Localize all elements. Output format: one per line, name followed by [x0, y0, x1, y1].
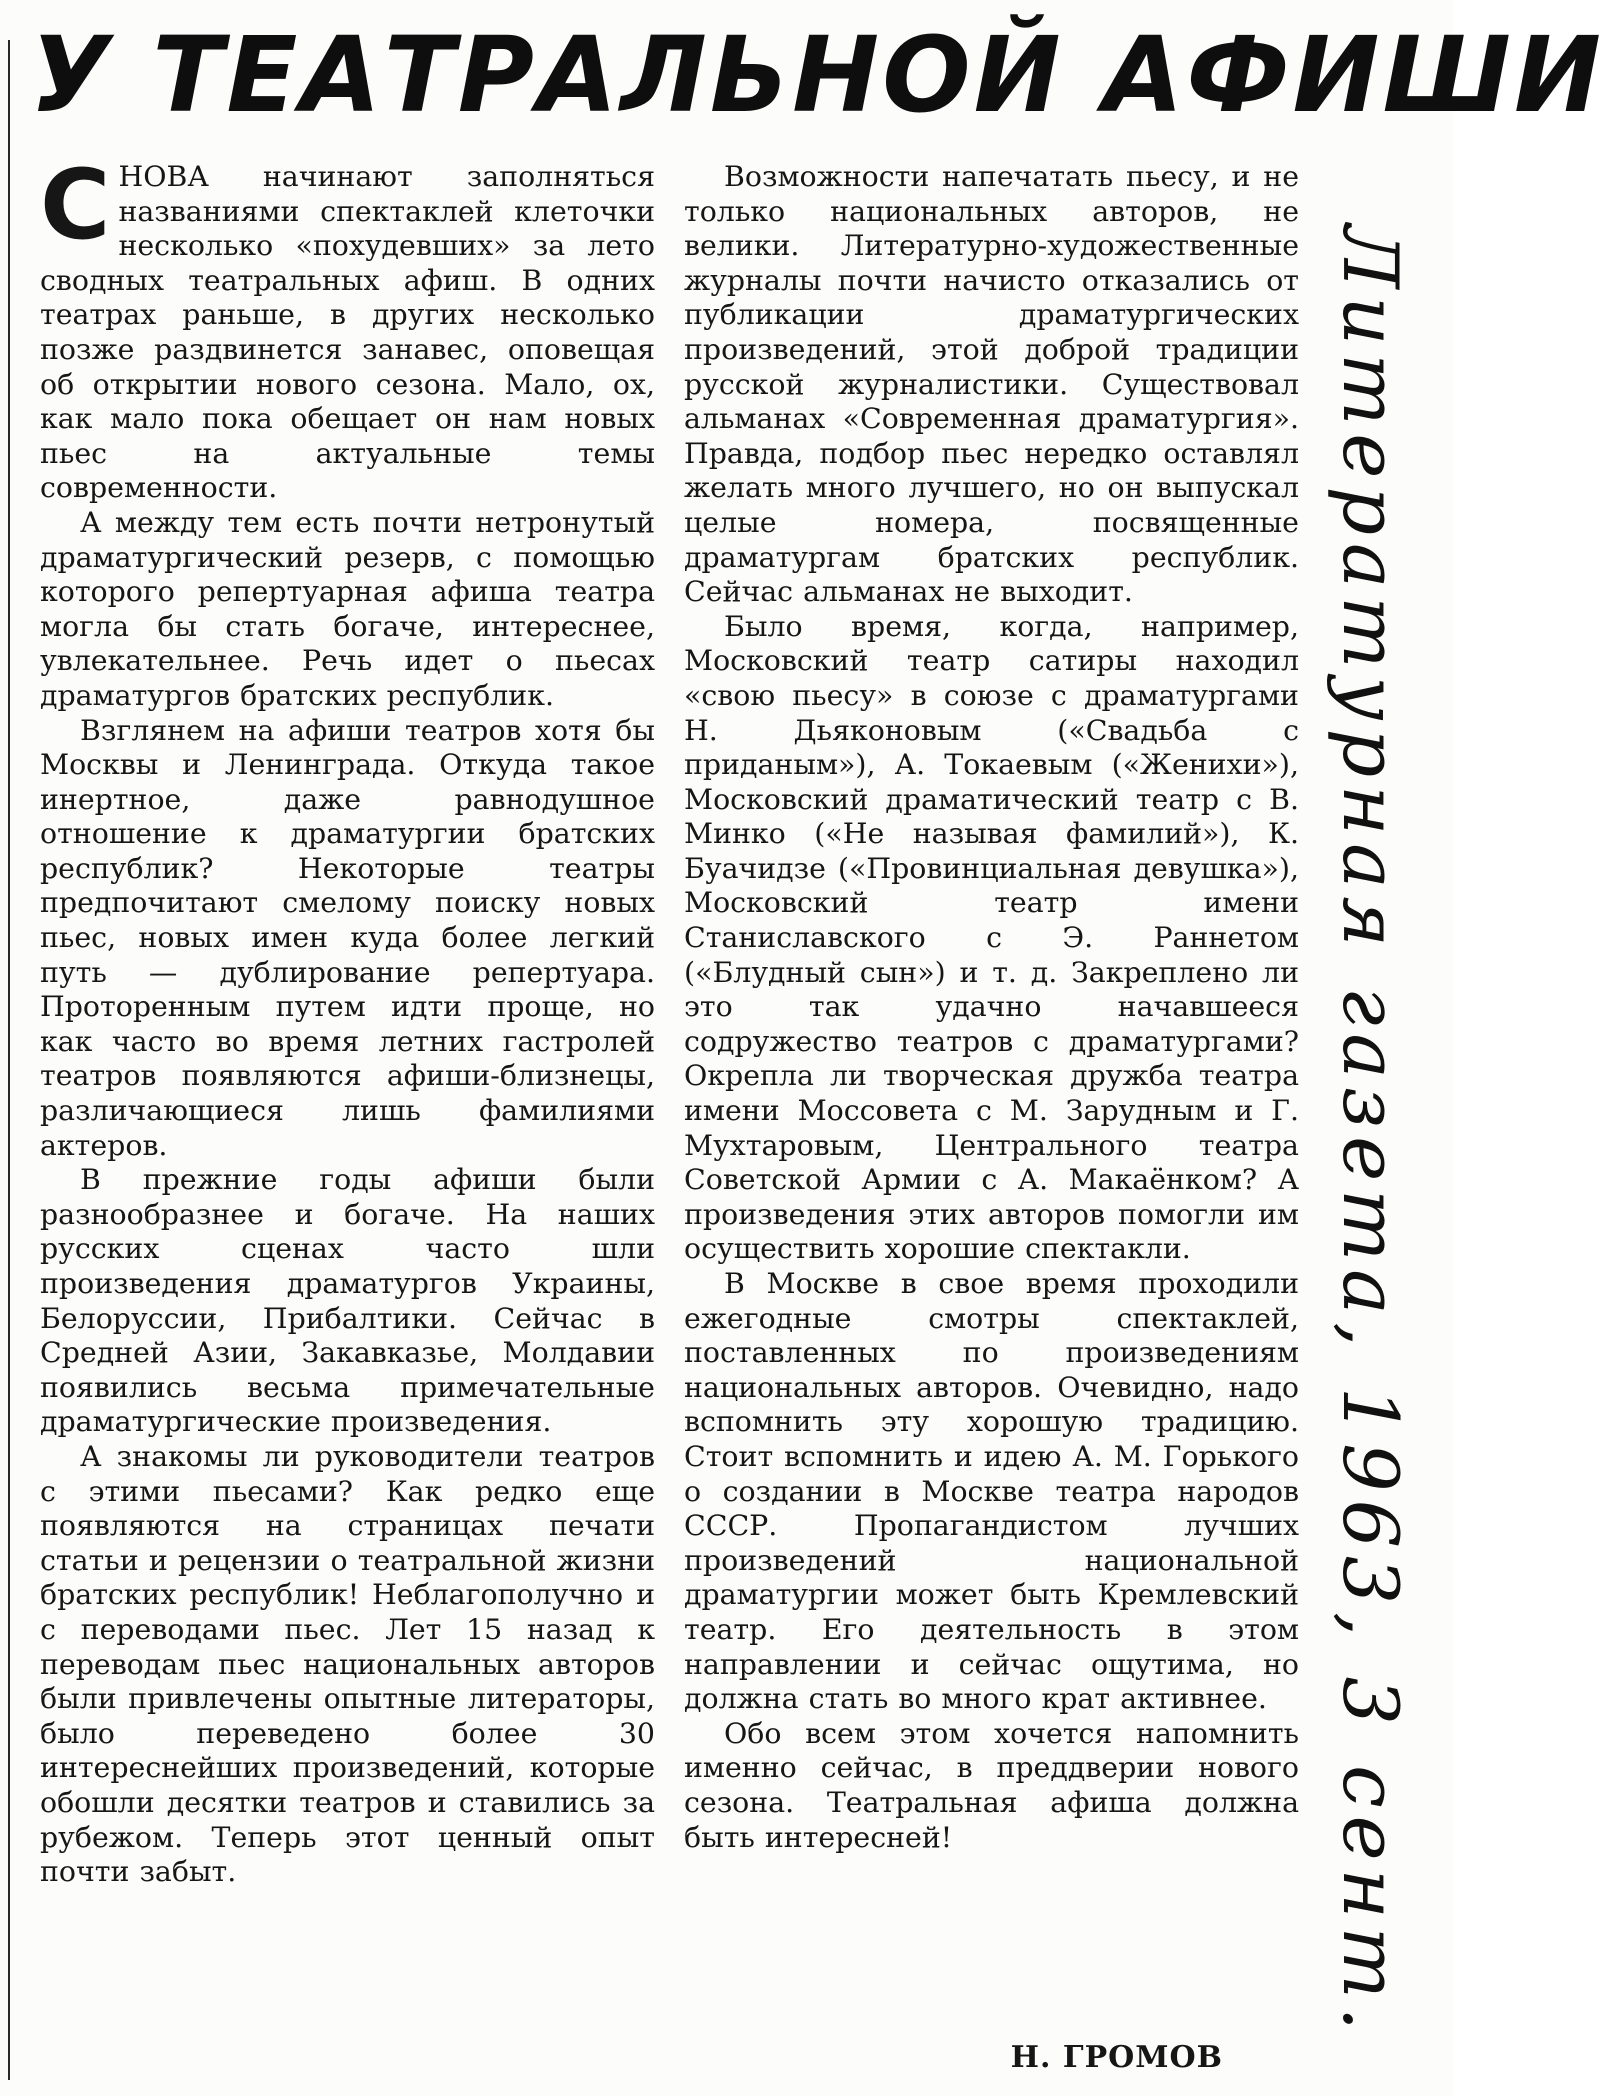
handwritten-source-note: Литературная газета, 1963, 3 сент.: [1326, 225, 1415, 2039]
paragraph-text: НОВА начинают заполняться названиями спектаклей клеточки несколько «похудевших» за лето сводных театральных афиш. В одних театрах раньше, в других несколько позже раздвинется занавес, оповещая об открытии нового сезона. Мало, ох, как мало пока обещает он нам новых пьес на актуальные темы современности.: [40, 160, 655, 505]
paragraph: Было время, когда, например, Московский театр сатиры находил «свою пьесу» в союзе с драматургами Н. Дьяконовым («Свадьба с приданым»), А. Токаевым («Женихи»), Московский драматический театр с В. Минко («Не называя фамилий»), К. Буачидзе («Провинциальная девушка»), Московский театр имени Станиславского с Э. Раннетом («Блудный сын») и т. д. Закреплено ли это так удачно начавшееся содружество театров с драматургами? Окрепла ли творческая дружба театра имени Моссовета с М. Зарудным и Г. Мухтаровым, Центрального театра Советской Армии с А. Макаёнком? А произведения этих авторов помогли им осуществить хорошие спектакли.: [684, 609, 1299, 1266]
paragraph: А знакомы ли руководители театров с этими пьесами? Как редко еще появляются на страницах печати статьи и рецензии о театральной жизни братских республик! Неблагополучно и с переводами пьес. Лет 15 назад к переводам пьес национальных авторов были привлечены опытные литераторы, было переведено более 30 интереснейших произведений, которые обошли десятки театров и ставились за рубежом. Теперь этот ценный опыт почти забыт.: [40, 1439, 655, 1889]
paragraph: Возможности напечатать пьесу, и не только национальных авторов, не велики. Литературно-художественные журналы почти начисто отказались от публикации драматургических произведений, этой доброй традиции русской журналистики. Существовал альманах «Современная драматургия». Правда, подбор пьес нередко оставлял желать много лучшего, но он выпускал целые номера, посвященные драматургам братских республик. Сейчас альманах не выходит.: [684, 160, 1299, 609]
paragraph: А между тем есть почти нетронутый драматургический резерв, с помощью которого репертуарная афиша театра могла бы стать богаче, интереснее, увлекательнее. Речь идет о пьесах драматургов братских республик.: [40, 505, 655, 712]
paragraph: В прежние годы афиши были разнообразнее и богаче. На наших русских сценах часто шли произведения драматургов Украины, Белоруссии, Прибалтики. Сейчас в Средней Азии, Закавказье, Молдавии появились весьма примечательные драматургические произведения.: [40, 1163, 655, 1439]
paragraph: В Москве в свое время проходили ежегодные смотры спектаклей, поставленных по произведениям национальных авторов. Очевидно, надо вспомнить эту хорошую традицию. Стоит вспомнить и идею А. М. Горького о создании в Москве театра народов СССР. Пропагандистом лучших произведений национальной драматургии может быть Кремлевский театр. Его деятельность в этом направлении и сейчас ощутима, но должна стать во много крат активнее.: [684, 1267, 1299, 1716]
paragraph: Взглянем на афиши театров хотя бы Москвы и Ленинграда. Откуда такое инертное, даже равнодушное отношение к драматургии братских республик? Некоторые театры предпочитают смелому поиску новых пьес, новых имен куда более легкий путь — дублирование репертуара. Проторенным путем идти проще, но как часто во время летних гастролей театров появляются афиши-близнецы, различающиеся лишь фамилиями актеров.: [40, 713, 655, 1162]
author-signature: Н. ГРОМОВ: [1010, 2040, 1223, 2075]
paragraph: [40, 149, 655, 506]
clipping-edge: [8, 40, 10, 2080]
drop-cap: С: [40, 149, 111, 261]
article-column-right: [684, 160, 1299, 2090]
article-column-left: [40, 149, 655, 2080]
paragraph: Обо всем этом хочется напомнить именно сейчас, в преддверии нового сезона. Театральная афиша должна быть интересней!: [684, 1716, 1299, 1854]
headline: У ТЕАТРАЛЬНОЙ АФИШИ: [30, 14, 1604, 136]
